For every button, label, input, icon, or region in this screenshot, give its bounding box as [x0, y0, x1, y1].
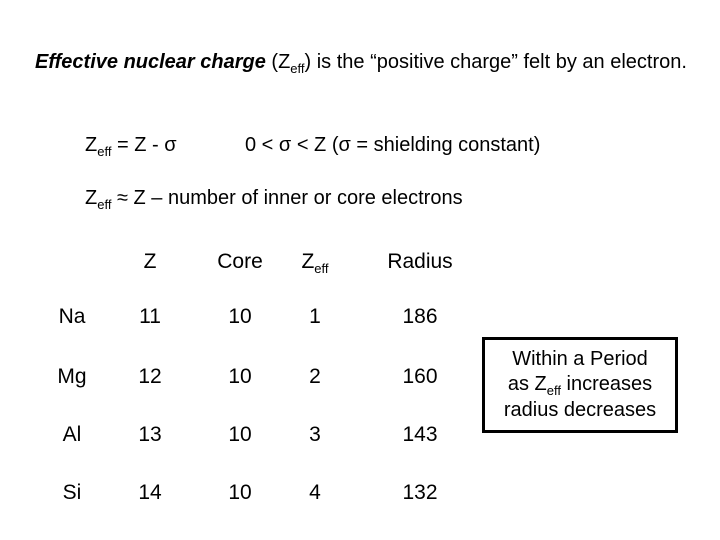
cell-zeff: 1 — [309, 305, 321, 328]
intro-paragraph — [35, 48, 695, 78]
header-radius: Radius — [387, 250, 453, 273]
intro-rest: ) is the “positive charge” felt by an electron. — [304, 51, 687, 73]
cell-zeff: 3 — [309, 423, 321, 446]
note-line-1: Within a Period — [512, 348, 648, 370]
note-line-2-post: increases — [560, 373, 653, 395]
zeff-approx-rhs: ≈ Z – number of inner or core electrons — [111, 187, 463, 209]
note-line-3: radius decreases — [503, 399, 657, 421]
cell-core: 10 — [228, 481, 252, 504]
cell-zeff: 4 — [309, 481, 321, 504]
cell-core: 10 — [228, 423, 252, 446]
cell-core: 10 — [228, 305, 252, 328]
period-trend-note — [482, 337, 678, 433]
cell-radius: 132 — [402, 481, 438, 504]
zeff-equation — [85, 134, 177, 157]
zeff-approx-lhs: Z — [85, 187, 98, 209]
cell-core: 10 — [228, 365, 252, 388]
cell-element: Na — [58, 305, 86, 328]
note-line-2-sub: eff — [546, 383, 561, 398]
cell-zeff: 2 — [309, 365, 321, 388]
header-zeff-main: Z — [301, 250, 315, 273]
cell-z: 12 — [138, 365, 162, 388]
zeff-approx-sub: eff — [97, 197, 112, 212]
cell-z: 11 — [139, 305, 161, 328]
cell-radius: 186 — [402, 305, 438, 328]
cell-radius: 160 — [402, 365, 438, 388]
sigma-range: 0 < σ < Z (σ = shielding constant) — [245, 134, 541, 156]
note-line-2 — [485, 372, 675, 398]
header-zeff-sub: eff — [314, 261, 329, 276]
header-z: Z — [143, 250, 157, 273]
header-zeff — [275, 250, 355, 274]
intro-paren-open: (Z — [265, 51, 291, 73]
cell-element: Mg — [57, 365, 87, 388]
zeff-equation-lhs: Z — [85, 134, 98, 156]
zeff-equation-rhs: = Z - σ — [111, 134, 177, 156]
cell-element: Si — [62, 481, 82, 504]
header-core: Core — [217, 250, 263, 273]
note-line-2-pre: as Z — [507, 373, 547, 395]
cell-z: 14 — [138, 481, 162, 504]
cell-radius: 143 — [402, 423, 438, 446]
cell-z: 13 — [138, 423, 162, 446]
zeff-equation-sub: eff — [97, 144, 112, 159]
intro-bold-term: Effective nuclear charge — [35, 51, 266, 73]
cell-element: Al — [62, 423, 82, 446]
intro-paren-sub: eff — [290, 61, 305, 76]
zeff-approximation — [85, 187, 463, 210]
